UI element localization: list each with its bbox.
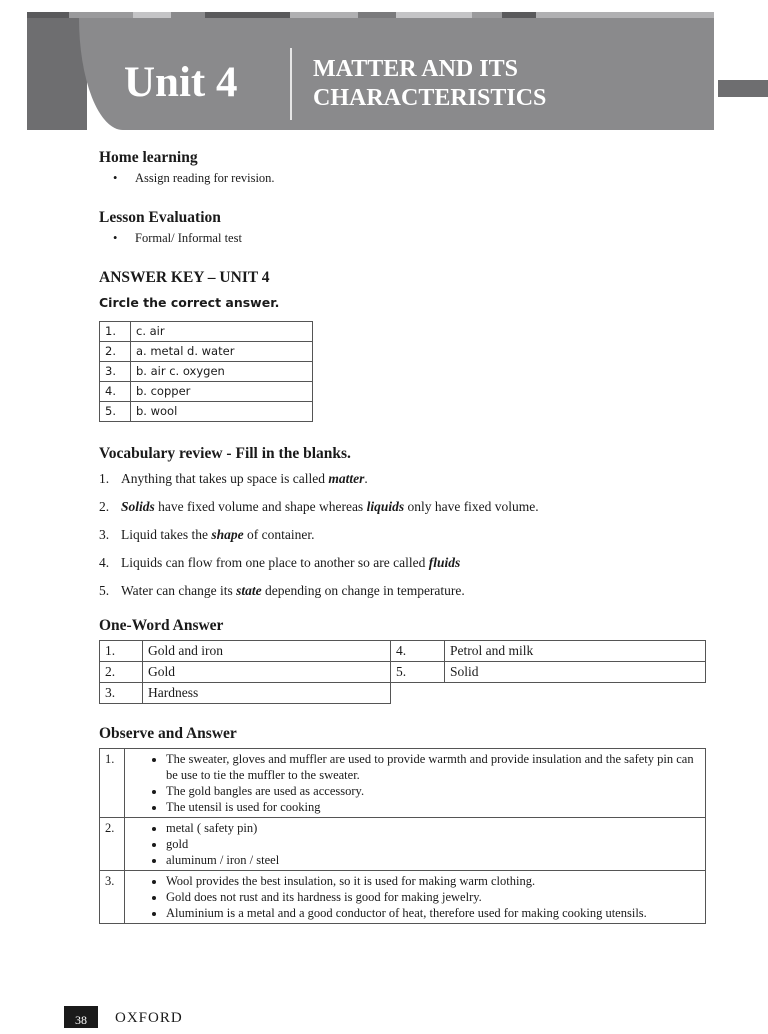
row-answer (125, 871, 706, 924)
lesson-evaluation-item: • Formal/ Informal test (113, 231, 242, 245)
table-row (100, 641, 391, 662)
unit-title-line1: MATTER AND ITS (313, 56, 518, 82)
row-answer: a. metal d. water (131, 342, 313, 362)
row-number: 2. (100, 818, 125, 871)
page-number: 38 (64, 1006, 98, 1028)
side-tab (718, 80, 768, 97)
table-row (100, 342, 313, 362)
unit-title-line2: CHARACTERISTICS (313, 85, 547, 111)
row-answer (125, 818, 706, 871)
vocabulary-heading: Vocabulary review - Fill in the blanks. (99, 445, 351, 462)
row-answer: Gold (143, 662, 391, 683)
publisher-brand: OXFORD (115, 1010, 183, 1026)
row-number: 3. (100, 871, 125, 924)
table-row (100, 683, 391, 704)
list-item: • gold (166, 836, 700, 852)
list-item: • metal ( safety pin) (166, 820, 700, 836)
row-answer: c. air (131, 322, 313, 342)
vocabulary-item: 4. Liquids can flow from one place to another so are called fluids (99, 555, 461, 570)
one-word-table-left (99, 640, 391, 704)
row-number: 2. (100, 342, 131, 362)
row-number: 5. (391, 662, 445, 683)
row-answer: Gold and iron (143, 641, 391, 662)
answer-key-heading: ANSWER KEY – UNIT 4 (99, 269, 270, 286)
list-item: • The gold bangles are used as accessory. (166, 783, 700, 799)
home-learning-heading: Home learning (99, 149, 198, 166)
row-number: 1. (100, 749, 125, 818)
row-number: 5. (100, 402, 131, 422)
table-row (100, 362, 313, 382)
row-answer: Petrol and milk (445, 641, 706, 662)
table-row (391, 662, 706, 683)
vocabulary-item: 1. Anything that takes up space is called matter. (99, 471, 368, 486)
header-divider (290, 48, 292, 120)
header-banner-edge (27, 18, 87, 130)
row-number: 3. (100, 683, 143, 704)
unit-label: Unit 4 (124, 59, 238, 106)
list-item: • Gold does not rust and its hardness is good for making jewelry. (166, 889, 700, 905)
row-answer: Hardness (143, 683, 391, 704)
row-number: 1. (100, 322, 131, 342)
lesson-evaluation-heading: Lesson Evaluation (99, 209, 221, 226)
home-learning-item: • Assign reading for revision. (113, 171, 275, 185)
table-row (100, 322, 313, 342)
answer-key-table (99, 321, 313, 422)
list-item: • Wool provides the best insulation, so it is used for making warm clothing. (166, 873, 700, 889)
row-number: 4. (391, 641, 445, 662)
row-answer: Solid (445, 662, 706, 683)
row-number: 1. (100, 641, 143, 662)
row-number: 4. (100, 382, 131, 402)
table-row (100, 871, 706, 924)
list-item: • The sweater, gloves and muffler are used to provide warmth and provide insulation and the safety pin can be use to tie the muffler to the sweater. (166, 751, 700, 783)
table-row (100, 382, 313, 402)
table-row (100, 662, 391, 683)
list-item: • aluminum / iron / steel (166, 852, 700, 868)
row-answer (125, 749, 706, 818)
table-row (100, 402, 313, 422)
row-answer: b. air c. oxygen (131, 362, 313, 382)
observe-table (99, 748, 706, 924)
unit-title (313, 55, 546, 113)
table-row (100, 749, 706, 818)
answer-key-subheading: Circle the correct answer. (99, 295, 280, 310)
row-answer: b. wool (131, 402, 313, 422)
list-item: • Aluminium is a metal and a good conductor of heat, therefore used for making cooking utensils. (166, 905, 700, 921)
observe-heading: Observe and Answer (99, 725, 237, 742)
table-row (391, 641, 706, 662)
table-row (100, 818, 706, 871)
row-number: 3. (100, 362, 131, 382)
vocabulary-item: 2. Solids have fixed volume and shape whereas liquids only have fixed volume. (99, 499, 539, 514)
list-item: • The utensil is used for cooking (166, 799, 700, 815)
one-word-heading: One-Word Answer (99, 617, 224, 634)
vocabulary-item: 3. Liquid takes the shape of container. (99, 527, 315, 542)
vocabulary-item: 5. Water can change its state depending on change in temperature. (99, 583, 465, 598)
one-word-table-right (390, 640, 706, 683)
row-number: 2. (100, 662, 143, 683)
row-answer: b. copper (131, 382, 313, 402)
